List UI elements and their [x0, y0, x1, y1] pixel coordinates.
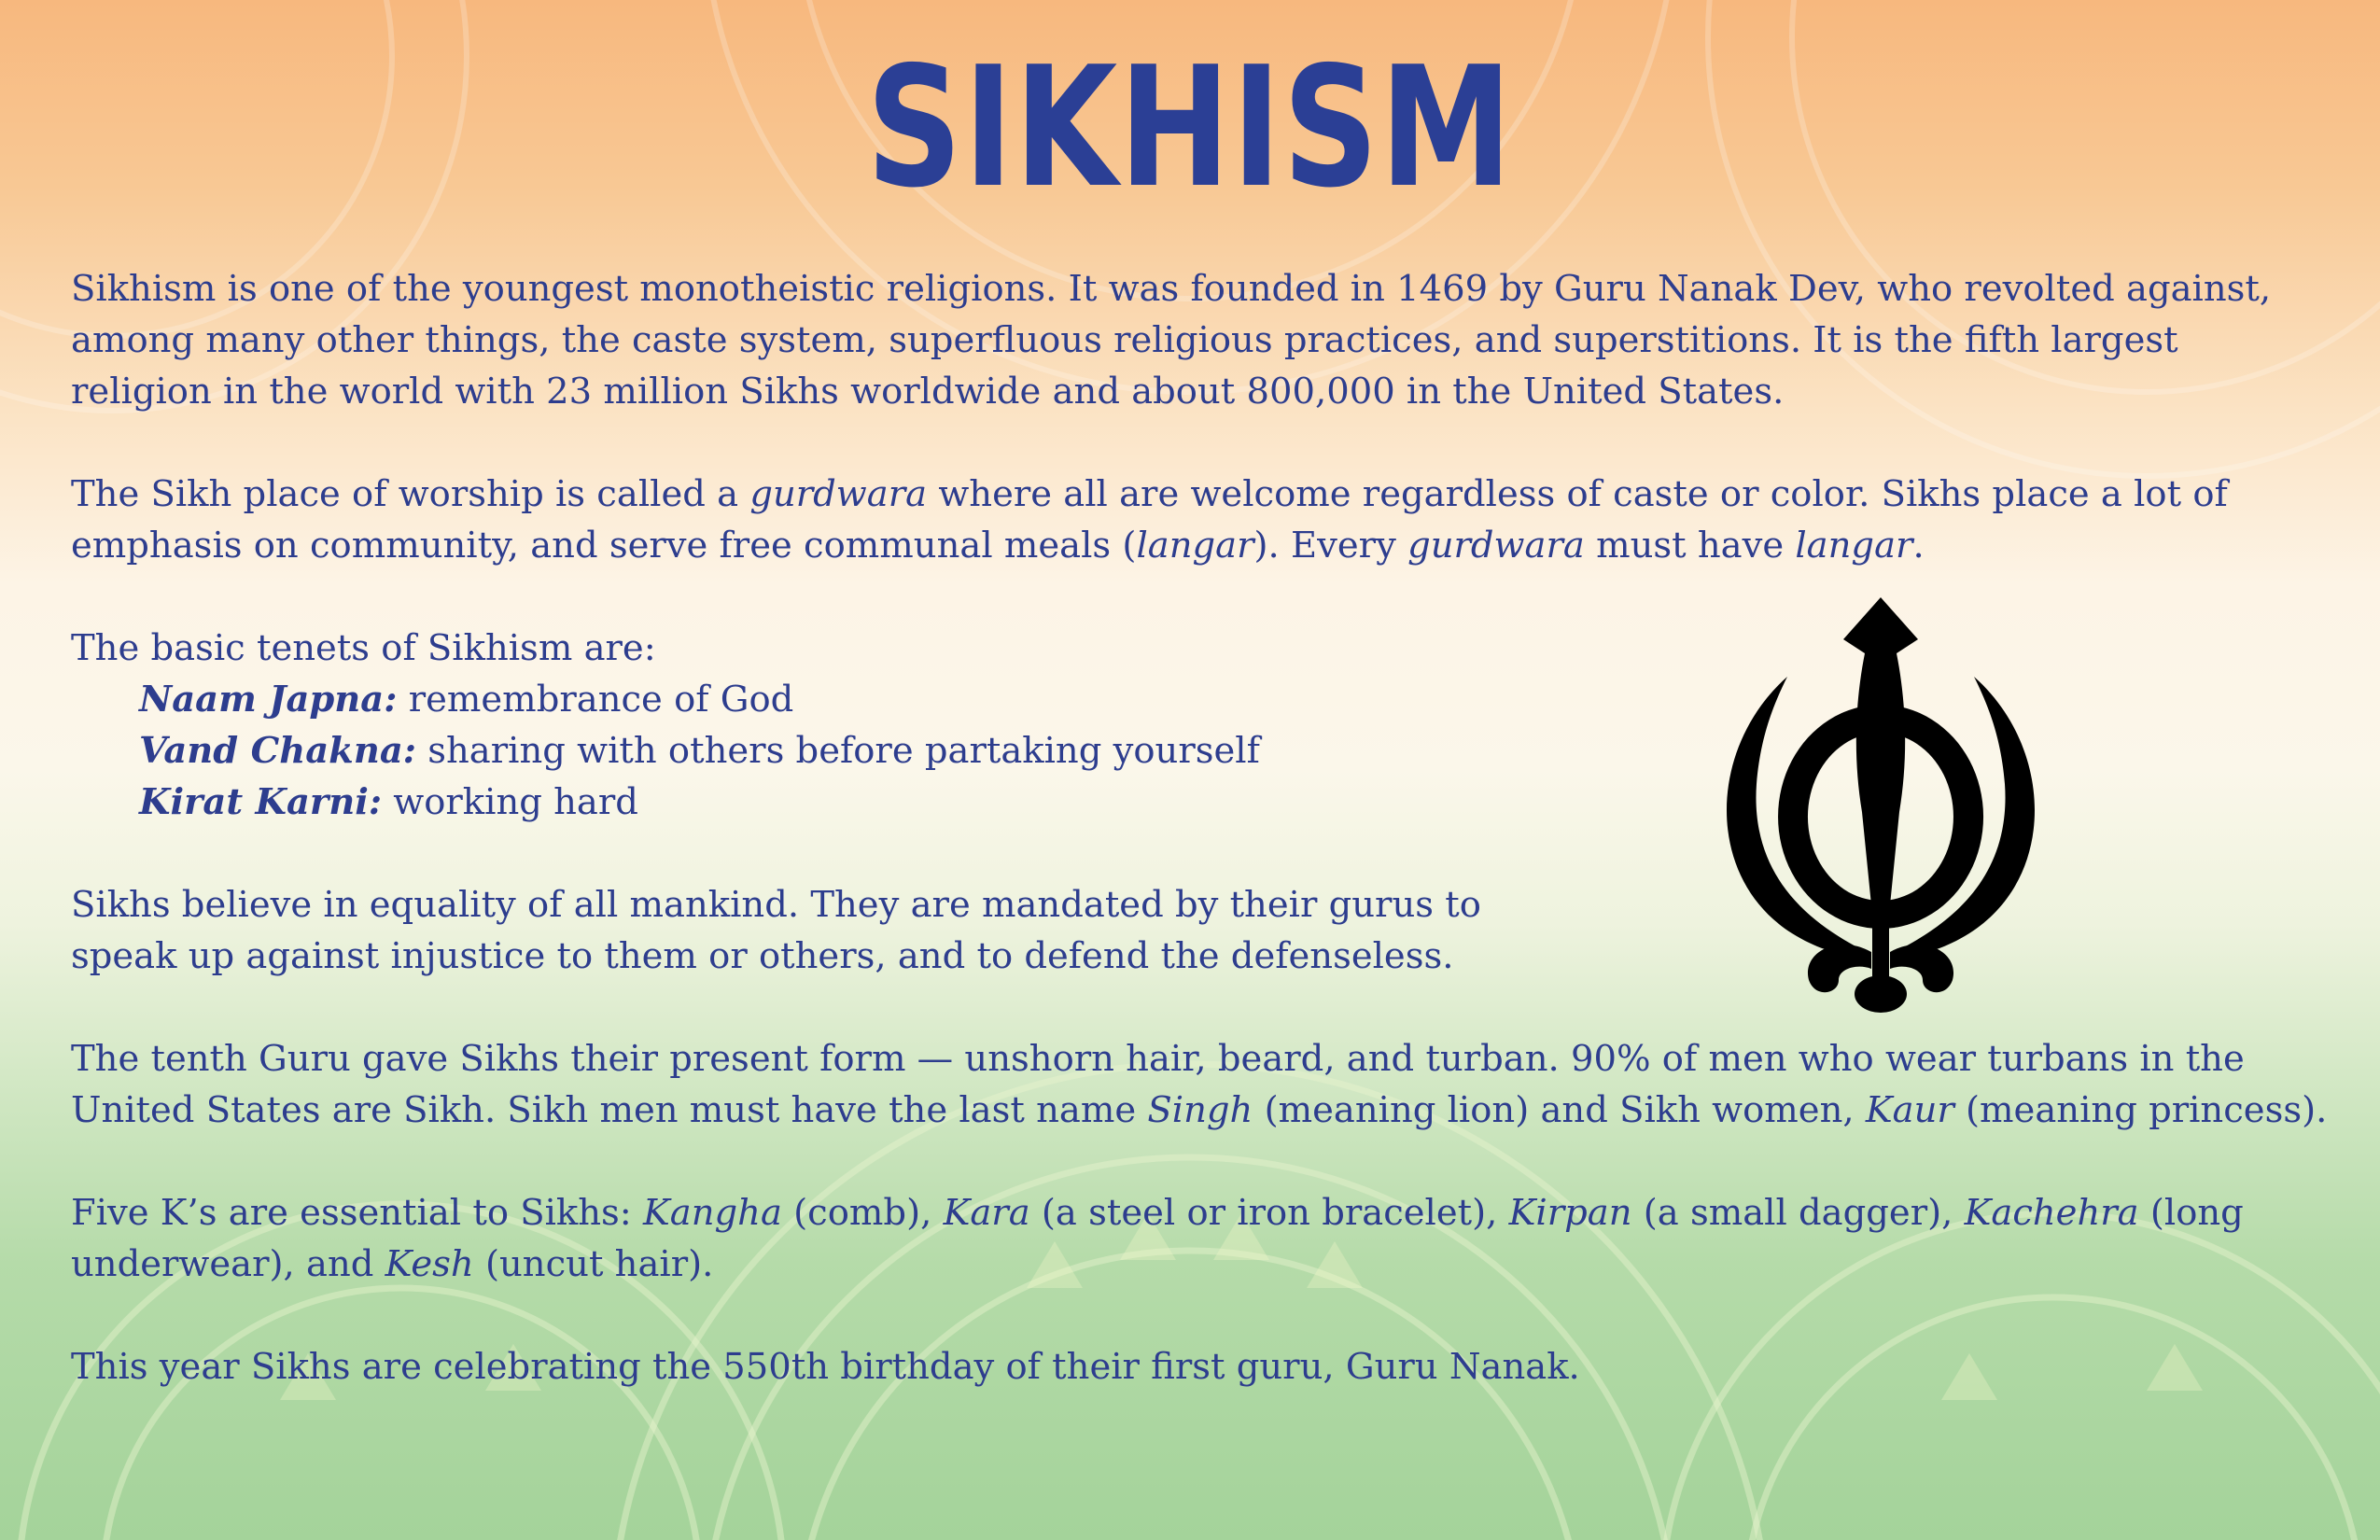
equality-paragraph: Sikhs believe in equality of all mankind. They are mandated by their gurus to speak up against injustice to them or others, and to defend the defenseless. — [71, 884, 1481, 977]
khanda-icon — [1699, 597, 2063, 1017]
intro-paragraph: Sikhism is one of the youngest monotheistic religions. It was founded in 1469 by Guru Nanak Dev, who revolted against, among many other things, the caste system, superfluous religious practices, and superstitions. It is the fifth largest religion in the world with 23 million Sikhs worldwide and about 800,000 in the United States. — [71, 268, 2272, 413]
tenets-heading: The basic tenets of Sikhism are: — [71, 627, 656, 669]
tenet-item: Vand Chakna: sharing with others before partaking yourself — [139, 730, 1260, 772]
tenet-item: Naam Japna: remembrance of God — [139, 679, 794, 721]
tenet-item: Kirat Karni: working hard — [139, 781, 638, 823]
page-title: SIKHISM — [866, 31, 1514, 224]
worship-paragraph: The Sikh place of worship is called a gurdwara where all are welcome regardless of caste or color. Sikhs place a lot of emphasis on community, and serve free communal meals (langar). Every gurdwara must have langar. — [71, 473, 2228, 567]
five-ks-paragraph: Five K’s are essential to Sikhs: Kangha (comb), Kara (a steel or iron bracelet), Kirpan (a small dagger), Kachehra (long underwear), and Kesh (uncut hair). — [71, 1192, 2244, 1285]
form-paragraph: The tenth Guru gave Sikhs their present form — unshorn hair, beard, and turban. 90% of men who wear turbans in the United States are Sikh. Sikh men must have the last name Singh (meaning lion) and Sikh women, Kaur (meaning princess). — [71, 1038, 2328, 1131]
birthday-paragraph: This year Sikhs are celebrating the 550th birthday of their first guru, Guru Nanak. — [71, 1346, 1580, 1388]
